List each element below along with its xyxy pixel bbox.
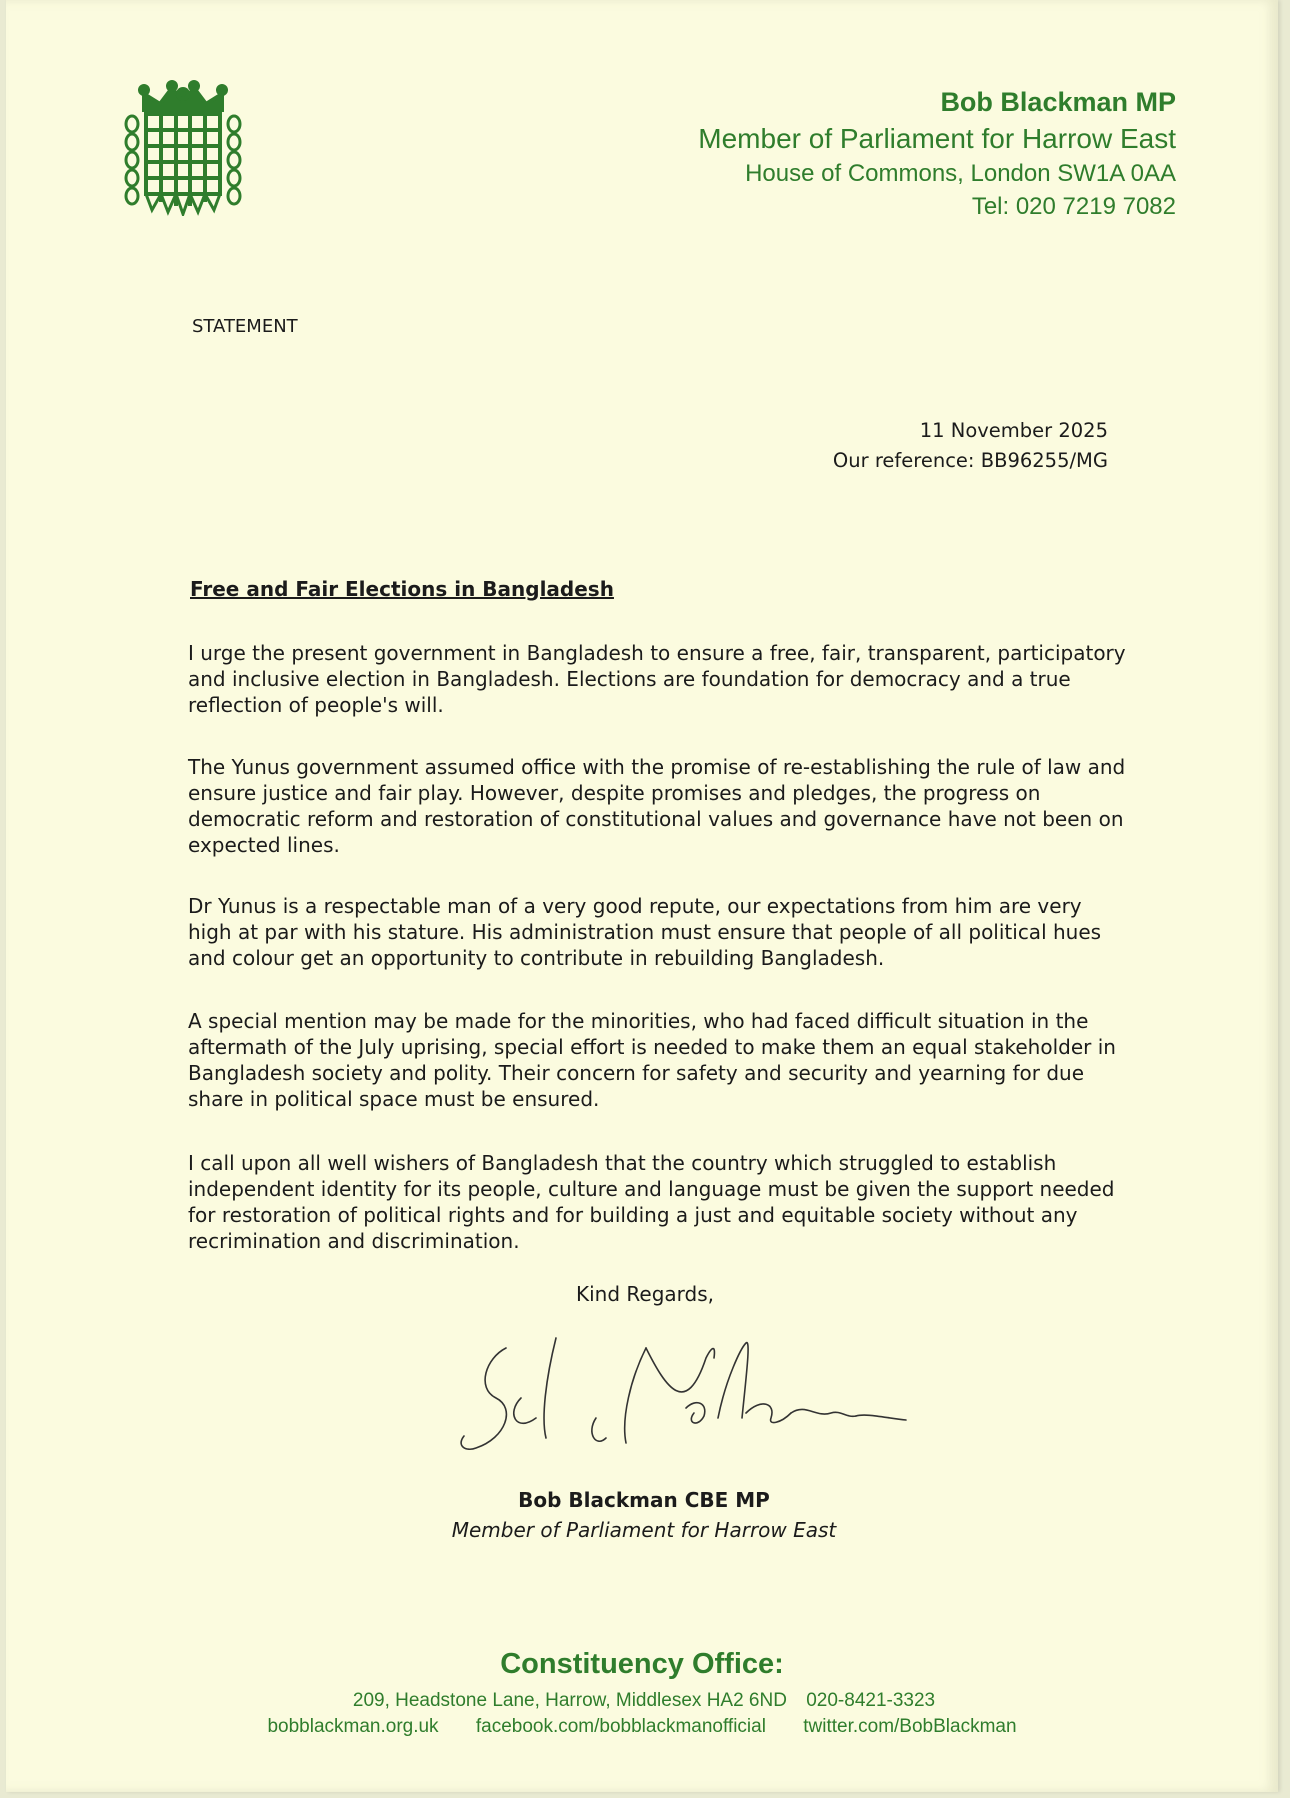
letter-date: 11 November 2025 [919,419,1108,442]
footer-links [6,1716,1278,1738]
signer-name: Bob Blackman CBE MP [518,1488,770,1512]
paragraph-5: I call upon all well wishers of Bangladesh that the country which struggled to establish independent identity for its people, culture and language must be given the support needed for restoration of political rights and for building a just and equitable society without any recrimination and discrimination. [188,1151,1115,1253]
paragraph-2: The Yunus government assumed office with the promise of re-establishing the rule of law and ensure justice and fair play. However, despite promises and pledges, the progress on democratic reform and restoration of constitutional values and governance have not been on expected lines. [188,755,1126,857]
letter-page [6,0,1278,1792]
letterhead-name: Bob Blackman MP [940,87,1176,117]
letterhead-tel: Tel: 020 7219 7082 [971,193,1176,220]
constituency-address: 209, Headstone Lane, Harrow, Middlesex HA2 6ND [352,1690,787,1711]
facebook-link[interactable]: facebook.com/bobblackmanofficial [475,1716,766,1737]
paragraph-3: Dr Yunus is a respectable man of a very good repute, our expectations from him are very high at par with his stature. His administration must ensure that people of all political hues and colour get an opportunity to contribute in rebuilding Bangladesh. [188,894,1102,970]
date-block [833,416,1108,476]
constituency-office-title: Constituency Office: [500,1648,784,1680]
closing: Kind Regards, [576,1282,714,1306]
portcullis-icon [124,80,242,216]
statement-label: STATEMENT [192,316,298,337]
letterhead [698,84,1176,223]
letterhead-role: Member of Parliament for Harrow East [698,123,1176,154]
letter-subject: Free and Fair Elections in Bangladesh [190,577,614,601]
signer-role: Member of Parliament for Harrow East [451,1518,837,1542]
constituency-address-line [8,1690,1280,1712]
constituency-phone: 020-8421-3323 [806,1690,936,1711]
handwritten-signature [446,1318,926,1468]
letterhead-address: House of Commons, London SW1A 0AA [745,160,1176,187]
paragraph-1: I urge the present government in Bangladesh to ensure a free, fair, transparent, participatory and inclusive election in Bangladesh. Elections are foundation for democracy and a true reflection of people's will. [188,641,1126,717]
website-link[interactable]: bobblackman.org.uk [267,1716,439,1737]
twitter-link[interactable]: twitter.com/BobBlackman [803,1716,1017,1737]
paragraph-4: A special mention may be made for the minorities, who had faced difficult situation in the aftermath of the July uprising, special effort is needed to make them an equal stakeholder in Bangladesh society and polity. Their concern for safety and security and yearning for due share in political space must be ensured. [188,1009,1116,1111]
letter-reference: Our reference: BB96255/MG [832,449,1108,472]
